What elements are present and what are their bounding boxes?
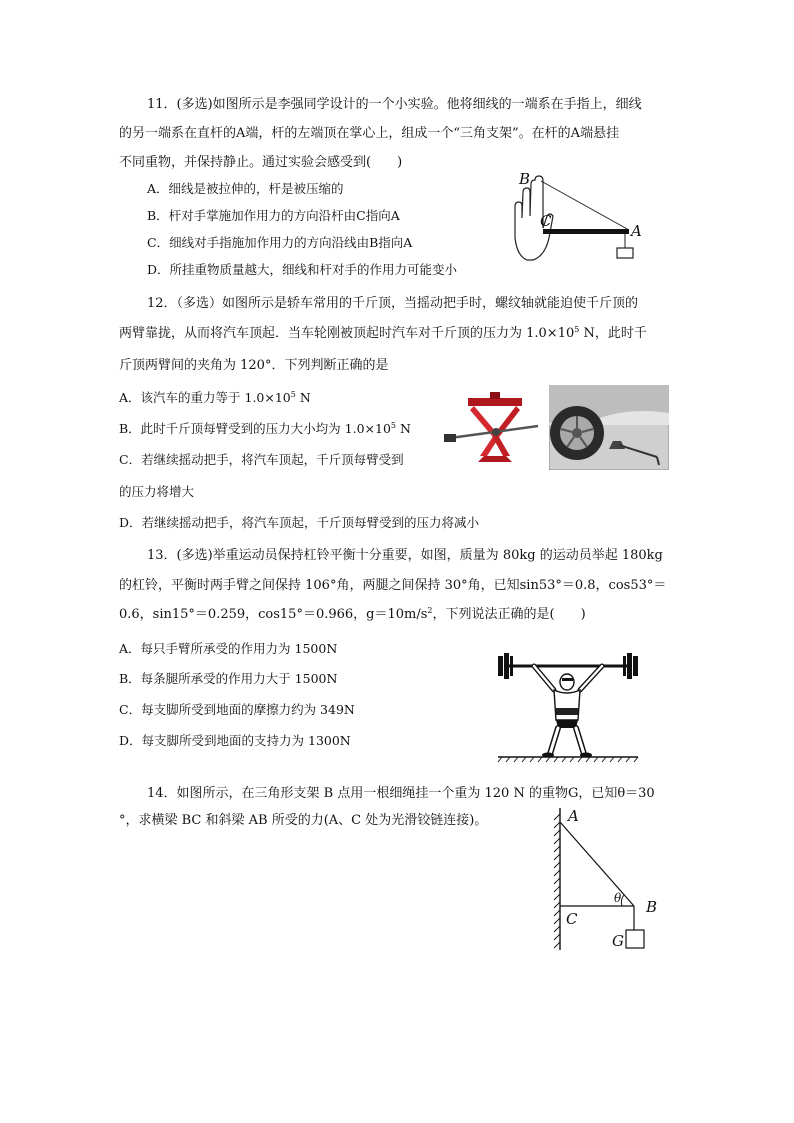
q12-option-c-1: C．若继续摇动把手，将汽车顶起，千斤顶每臂受到: [119, 452, 404, 467]
car-jack-image: [440, 388, 540, 468]
q12-line-3: 斤顶两臂间的夹角为 120°．下列判断正确的是: [119, 358, 389, 373]
weightlifter-figure: [494, 650, 642, 762]
q13-option-c: C．每支脚所受到地面的摩擦力约为 349N: [119, 702, 355, 717]
label-b: B: [519, 170, 531, 188]
q11-line-2: 的另一端系在直杆的A端，杆的左端顶在掌心上，组成一个“三角支架”。在杆的A端悬挂: [119, 126, 620, 141]
label-c: C: [540, 212, 552, 230]
label-c: C: [566, 910, 578, 928]
q13-line-3: 0.6，sin15°＝0.259，cos15°＝0.966，$g=10m/s^2$，下列说法正确的是( ): [119, 606, 586, 622]
triangle-bracket-figure: [546, 800, 666, 955]
label-a: A: [631, 222, 642, 240]
q11-option-d: D．所挂重物质量越大，细线和杆对手的作用力可能变小: [147, 262, 458, 277]
q11-line-3: 不同重物，并保持静止。通过实验会感受到( ): [119, 155, 403, 170]
label-g: G: [612, 932, 624, 950]
q11-rod: [543, 229, 629, 234]
beam-ab: [560, 822, 634, 906]
q13-option-b: B．每条腿所承受的作用力大于 1500N: [119, 671, 338, 686]
label-a: A: [568, 807, 579, 825]
q11-hand-rod-figure: [505, 168, 655, 268]
label-theta: θ: [614, 891, 622, 905]
q11-thread: [541, 181, 629, 230]
q11-line-1: 11．(多选)如图所示是李强同学设计的一个小实验。他将细线的一端系在手指上，细线: [147, 97, 642, 112]
q13-line-2: 的杠铃，平衡时两手臂之间保持 106°角，两腿之间保持 30°角，已知sin53°＝0.8，cos53°＝: [119, 578, 667, 593]
q11-weight: [617, 248, 633, 258]
q14-line-2: °，求横梁 BC 和斜梁 AB 所受的力(A、C 处为光滑铰链连接)。: [119, 813, 488, 828]
q11-option-c: C．细线对手指施加作用力的方向沿线由B指向A: [147, 235, 413, 250]
weight-g: [626, 930, 644, 948]
q12-line-2: 两臂靠拢，从而将汽车顶起．当车轮刚被顶起时汽车对千斤顶的压力为 $1.0\times 10^5$ N，此时千: [119, 325, 647, 341]
q11-option-a: A．细线是被拉伸的，杆是被压缩的: [147, 181, 344, 196]
q12-option-d: D．若继续摇动把手，将汽车顶起，千斤顶每臂受到的压力将减小: [119, 515, 480, 530]
q12-option-b: B．此时千斤顶每臂受到的压力大小均为 $1.0\times 10^5$ N: [119, 421, 411, 436]
q11-option-b: B．杆对手掌施加作用力的方向沿杆由C指向A: [147, 208, 400, 223]
q12-option-a: A．该汽车的重力等于 $1.0\times 10^5$ N: [119, 390, 311, 405]
q13-line-1: 13．(多选)举重运动员保持杠铃平衡十分重要，如图，质量为 80kg 的运动员举起 180kg: [147, 548, 663, 563]
q14-line-1: 14．如图所示，在三角形支架 B 点用一根细绳挂一个重为 120 N 的重物G，已知θ＝30: [147, 786, 655, 801]
q12-option-c-2: 的压力将增大: [119, 484, 195, 499]
q13-option-d: D．每支脚所受到地面的支持力为 1300N: [119, 733, 351, 748]
q12-line-1: 12．（多选）如图所示是轿车常用的千斤顶，当摇动把手时，螺纹轴就能迫使千斤顶的: [147, 296, 639, 311]
car-tire-photo: [549, 385, 669, 470]
q13-option-a: A．每只手臂所承受的作用力为 1500N: [119, 641, 338, 656]
label-b: B: [646, 898, 658, 916]
